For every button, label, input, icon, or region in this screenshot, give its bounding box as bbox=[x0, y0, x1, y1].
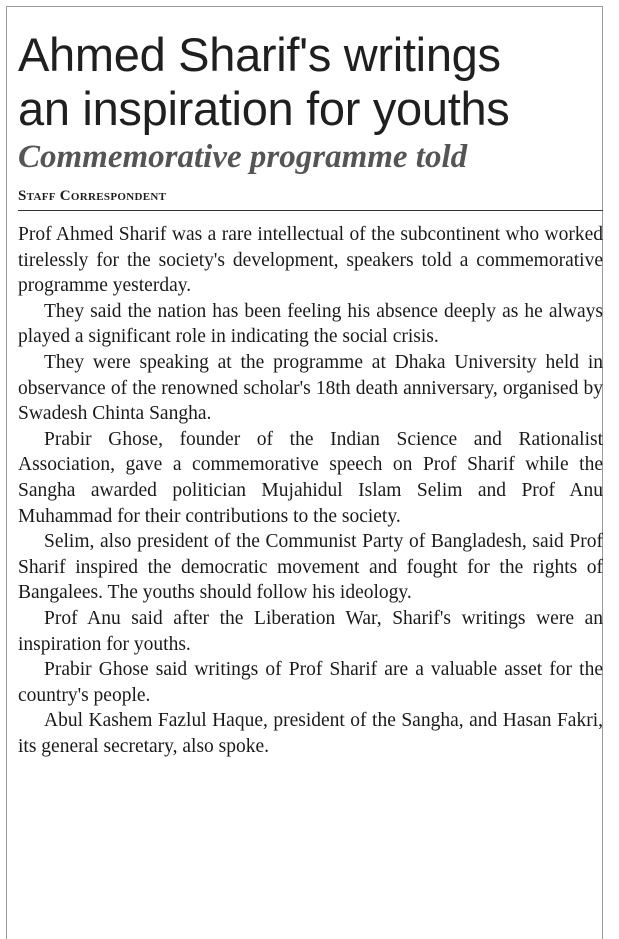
paragraph-2: They said the nation has been feeling his absence deeply as he always played a significant role in indicating the social crisis. bbox=[18, 300, 603, 348]
paragraph-3: They were speaking at the programme at Dhaka University held in observance of the renowned scholar's 18th death anniversary, organised by Swadesh Chinta Sangha. bbox=[18, 351, 603, 425]
paragraph-1: Prof Ahmed Sharif was a rare intellectual of the subcontinent who worked tirelessly for the society's development, speakers told a commemorative programme yesterday. bbox=[18, 224, 603, 297]
byline-divider bbox=[18, 210, 603, 211]
paragraph-5: Selim, also president of the Communist Party of Bangladesh, said Prof Sharif inspired the democratic movement and fought for the rights of Bangalees. The youths should follow his ideology. bbox=[18, 531, 603, 604]
paragraph-8: Abul Kashem Fazlul Haque, president of the Sangha, and Hasan Fakri, its general secretary, also spoke. bbox=[18, 710, 603, 757]
article-body bbox=[18, 222, 603, 759]
byline: Staff Correspondent bbox=[18, 188, 167, 204]
headline-line-1: Ahmed Sharif's writings bbox=[18, 28, 501, 81]
subheadline: Commemorative programme told bbox=[18, 139, 468, 175]
headline bbox=[18, 28, 603, 136]
paragraph-6: Prof Anu said after the Liberation War, Sharif's writings were an inspiration for youths. bbox=[18, 607, 603, 655]
paragraph-7: Prabir Ghose said writings of Prof Sharif are a valuable asset for the country's people. bbox=[18, 659, 603, 706]
article bbox=[18, 28, 603, 759]
headline-line-2: an inspiration for youths bbox=[18, 82, 510, 135]
paragraph-4: Prabir Ghose, founder of the Indian Science and Rationalist Association, gave a commemorative speech on Prof Sharif while the Sangha awarded politician Mujahidul Islam Selim and Prof Anu Muhammad for their contributions to the society. bbox=[18, 428, 603, 527]
